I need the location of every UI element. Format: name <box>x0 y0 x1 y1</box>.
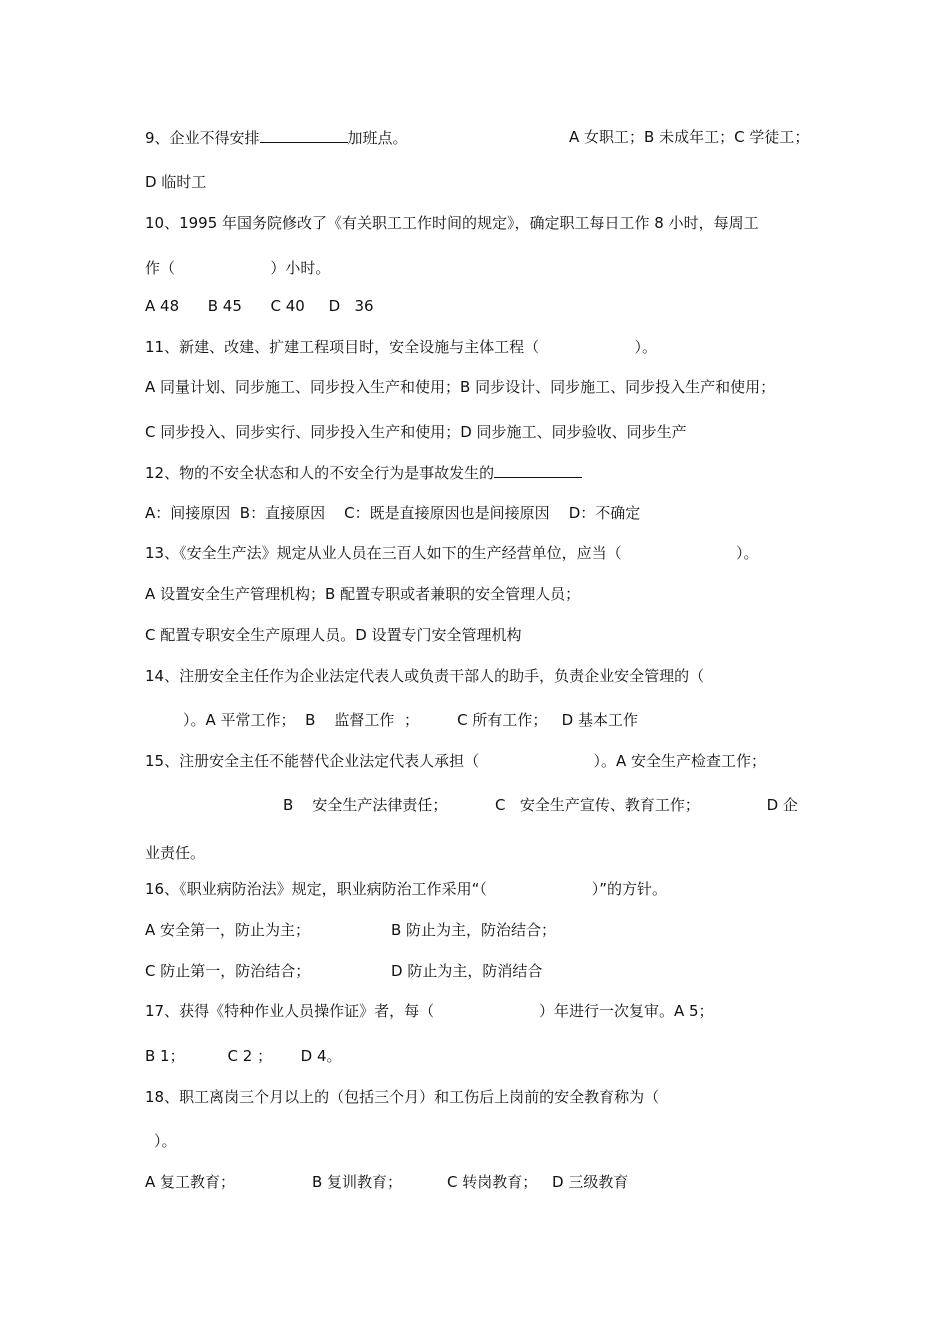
question-10-options: A 48 B 45 C 40 D 36 <box>145 297 374 315</box>
question-12 <box>145 462 582 483</box>
question-9-text: 9、企业不得安排 <box>145 129 260 147</box>
question-14-cont: ）。A 平常工作； B 监督工作 ； C 所有工作； D 基本工作 <box>183 711 638 729</box>
question-11-option-a: A 同量计划、同步施工、同步投入生产和使用；B 同步设计、同步施工、同步投入生产和使用； <box>145 378 776 396</box>
question-10-cont: 作（ ）小时。 <box>145 259 331 277</box>
question-16-text: 16、《职业病防治法》规定，职业病防治工作采用“（ ）”的方针。 <box>145 880 668 898</box>
question-15-cont: 业责任。 <box>145 844 206 862</box>
question-17-text: 17、获得《特种作业人员操作证》者，每（ ）年进行一次复审。A 5； <box>145 1002 714 1020</box>
question-9-after: 加班点。 <box>347 129 408 147</box>
question-10-text: 10、1995 年国务院修改了《有关职工工作时间的规定》，确定职工每日工作 8 小时，每周工 <box>145 214 759 232</box>
question-15-text: 15、注册安全主任不能替代企业法定代表人承担（ ）。A 安全生产检查工作； <box>145 752 767 770</box>
question-14-text: 14、注册安全主任作为企业法定代表人或负责干部人的助手，负责企业安全管理的（ <box>145 667 705 685</box>
question-9 <box>145 127 408 148</box>
question-9-options-cont: D 临时工 <box>145 173 207 191</box>
question-18-text: 18、职工离岗三个月以上的（包括三个月）和工伤后上岗前的安全教育称为（ <box>145 1088 660 1106</box>
question-18-option-b: B 复训教育； <box>312 1173 403 1191</box>
question-18-option-d: D 三级教育 <box>552 1173 629 1191</box>
question-13-option-b: C 配置专职安全生产原理人员。D 设置专门安全管理机构 <box>145 626 522 644</box>
question-11-option-b: C 同步投入、同步实行、同步投入生产和使用；D 同步施工、同步验收、同步生产 <box>145 423 687 441</box>
question-13-text: 13、《安全生产法》规定从业人员在三百人如下的生产经营单位，应当（ ）。 <box>145 544 759 562</box>
question-16-option-c: C 防止第一，防治结合； <box>145 962 311 980</box>
question-15-options: B 安全生产法律责任； C 安全生产宣传、教育工作； D 企 <box>283 796 798 814</box>
question-16-option-a: A 安全第一，防止为主； <box>145 921 311 939</box>
answer-blank <box>260 127 348 143</box>
question-18-option-c: C 转岗教育； <box>447 1173 538 1191</box>
question-11-text: 11、新建、改建、扩建工程项目时，安全设施与主体工程（ ）。 <box>145 338 657 356</box>
question-18-option-a: A 复工教育； <box>145 1173 236 1191</box>
question-9-options: A 女职工；B 未成年工；C 学徒工； <box>569 128 810 146</box>
question-12-options: A：间接原因 B：直接原因 C：既是直接原因也是间接原因 D：不确定 <box>145 504 641 522</box>
answer-blank <box>494 462 582 478</box>
question-12-text: 12、物的不安全状态和人的不安全行为是事故发生的 <box>145 464 495 482</box>
question-16-option-d: D 防止为主，防消结合 <box>391 962 543 980</box>
question-18-cont: ）。 <box>154 1132 177 1150</box>
question-13-option-a: A 设置安全生产管理机构；B 配置专职或者兼职的安全管理人员； <box>145 585 581 603</box>
question-17-options: B 1； C 2 ； D 4。 <box>145 1047 342 1065</box>
question-16-option-b: B 防止为主，防治结合； <box>391 921 557 939</box>
